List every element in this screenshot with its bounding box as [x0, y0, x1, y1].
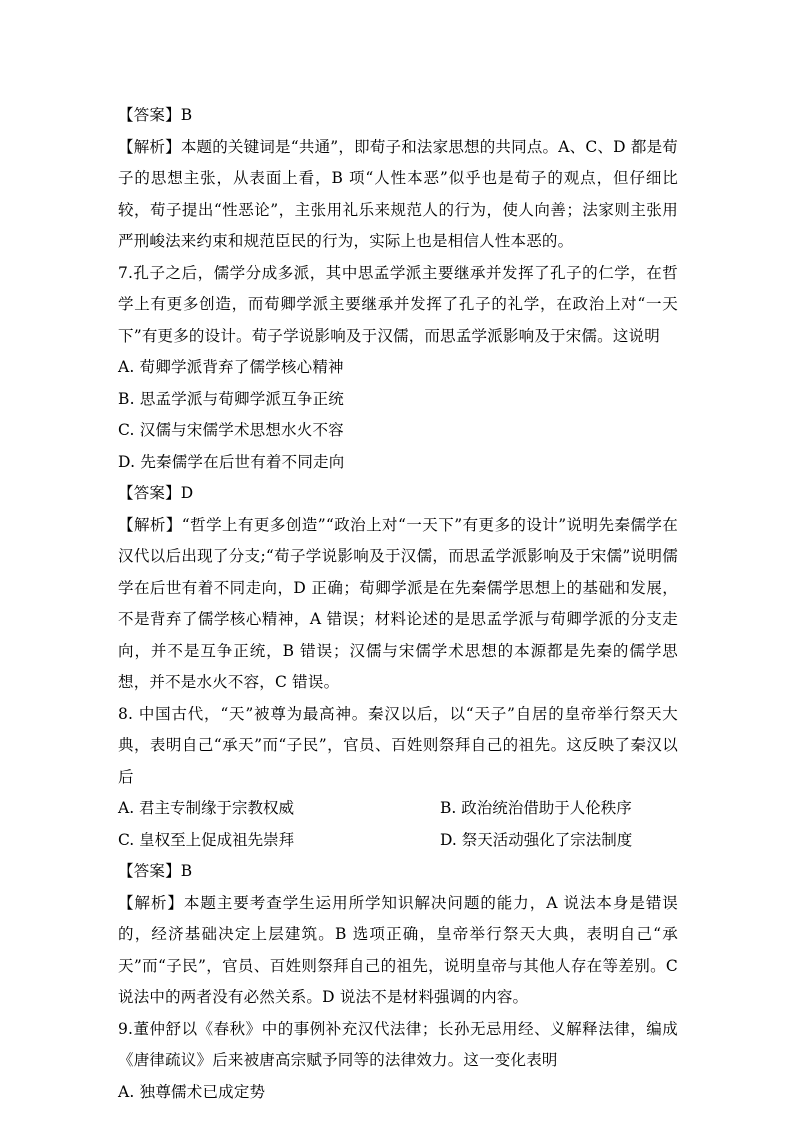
option-c: C. 皇权至上促成祖先崇拜	[118, 830, 295, 849]
document-body	[118, 100, 678, 1108]
option-b: B. 思孟学派与荀卿学派互争正统	[118, 389, 344, 408]
option-a: A. 君主专制缘于宗教权威	[118, 799, 295, 817]
option-a: A. 独尊儒术已成定势	[118, 1082, 266, 1101]
option-d: D. 祭天活动强化了宗法制度	[440, 830, 633, 849]
question-9: 9.董仲舒以《春秋》中的事例补充汉代法律；长孙无忌用经、义解释法律，编成《唐律疏议》后来被唐高宗赋予同等的法律效力。这一变化表明	[118, 1019, 678, 1069]
answer-line: 【答案】D	[118, 484, 194, 502]
option-a: A. 荀卿学派背弃了儒学核心精神	[118, 358, 344, 376]
option-b: B. 政治统治借助于人伦秩序	[440, 799, 632, 817]
question-8: 8. 中国古代，“天”被尊为最高神。秦汉以后，以“天子”自居的皇帝举行祭天大典，表明自己“承天”而“子民”，官员、百姓则祭拜自己的祖先。这反映了秦汉以后	[118, 704, 678, 786]
answer-line: 【答案】B	[118, 862, 193, 880]
question-7: 7.孔子之后，儒学分成多派，其中思孟学派主要继承并发挥了孔子的仁学，在哲学上有更多创造，而荀卿学派主要继承并发挥了孔子的礼学，在政治上对“一天下”有更多的设计。荀子学说影响及于汉儒，而思孟学派影响及于宋儒。这说明	[118, 263, 678, 345]
option-row	[118, 793, 678, 825]
analysis-paragraph: 【解析】本题主要考查学生运用所学知识解决问题的能力，A 说法本身是错误的，经济基础决定上层建筑。B 选项正确，皇帝举行祭天大典，表明自己“承天”而“子民”，官员、百姓则祭拜自己的祖先，说明皇帝与其他人存在等差别。C 说法中的两者没有必然关系。D 说法不是材料强调的内容。	[118, 893, 678, 1006]
analysis-paragraph: 【解析】“哲学上有更多创造”“政治上对“一天下”有更多的设计”说明先秦儒学在汉代以后出现了分支;“荀子学说影响及于汉儒，而思孟学派影响及于宋儒”说明儒学在后世有着不同走向，D 正确；荀卿学派是在先秦儒学思想上的基础和发展，不是背弃了儒学核心精神，A 错误；材料论述的是思孟学派与荀卿学派的分支走向，并不是互争正统，B 错误；汉儒与宋儒学术思想的本源都是先秦的儒学思想，并不是水火不容，C 错误。	[118, 515, 678, 691]
option-c: C. 汉儒与宋儒学术思想水火不容	[118, 421, 344, 439]
option-d: D. 先秦儒学在后世有着不同走向	[118, 452, 345, 471]
option-row	[118, 825, 678, 857]
analysis-paragraph: 【解析】本题的关键词是“共通”，即荀子和法家思想的共同点。A、C、D 都是荀子的思想主张，从表面上看，B 项“人性本恶”似乎也是荀子的观点，但仔细比较，荀子提出“性恶论”，主张用礼乐来规范人的行为，使人向善；法家则主张用严刑峻法来约束和规范臣民的行为，实际上也是相信人性本恶的。	[118, 137, 678, 250]
answer-line: 【答案】B	[118, 106, 193, 124]
